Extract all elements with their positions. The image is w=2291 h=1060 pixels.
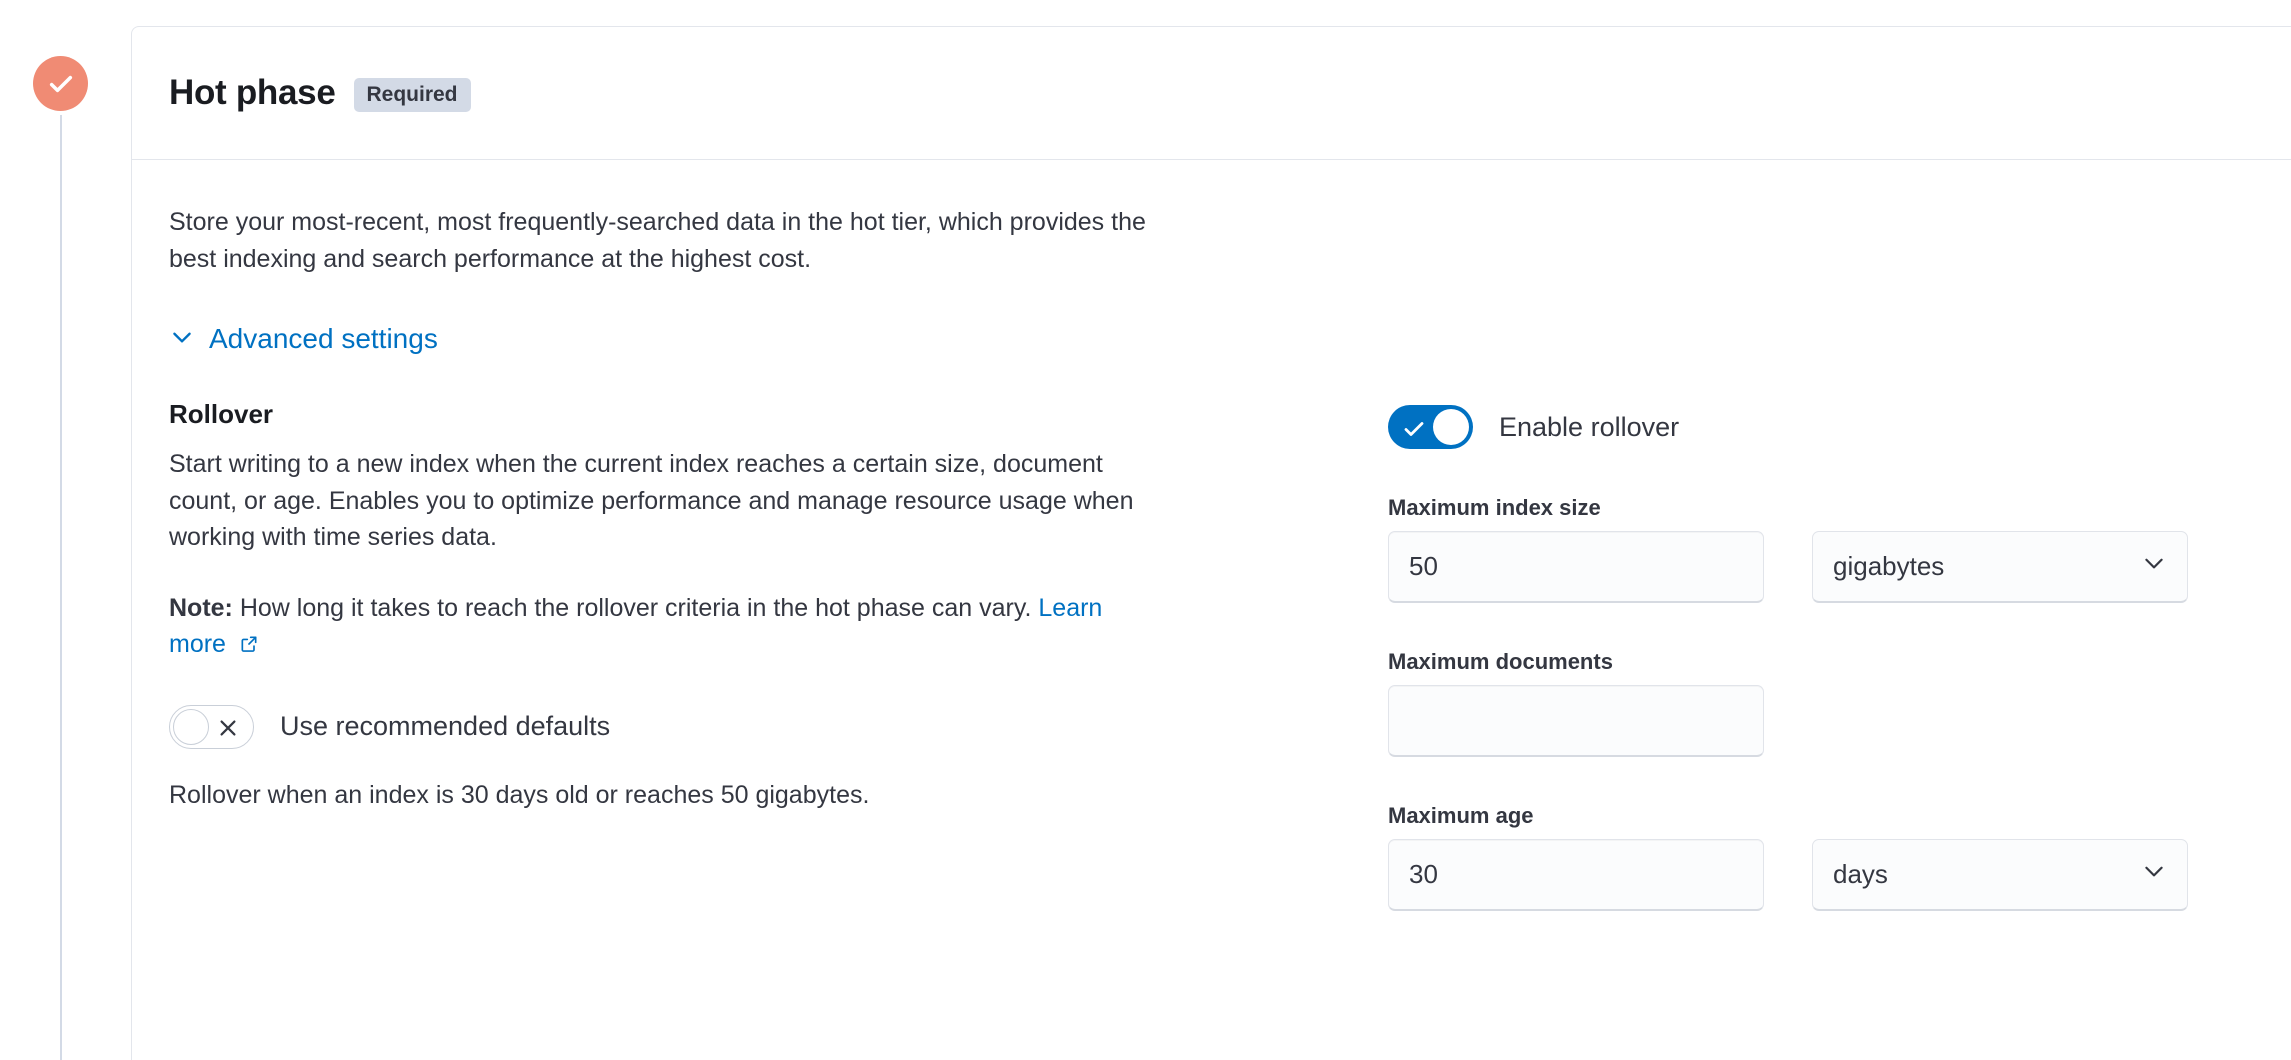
max-index-size-row: [1388, 531, 2188, 603]
use-recommended-defaults-toggle[interactable]: [169, 705, 254, 749]
hot-phase-body: [132, 160, 2291, 911]
enable-rollover-toggle[interactable]: [1388, 405, 1473, 449]
enable-rollover-label: Enable rollover: [1499, 411, 1680, 442]
hot-phase-header: [132, 27, 2291, 160]
advanced-settings-toggle[interactable]: [169, 323, 438, 355]
note-text: How long it takes to reach the rollover criteria in the hot phase can vary.: [232, 593, 1039, 622]
chevron-down-icon: [169, 324, 195, 355]
required-badge: Required: [354, 78, 471, 112]
external-link-icon: [232, 630, 259, 658]
rollover-description: Start writing to a new index when the current index reaches a certain size, document count, or age. Enables you to optimize performance and manage resource usage when working with time series data.: [169, 450, 1134, 551]
chevron-down-icon: [2141, 550, 2167, 583]
phase-description: Store your most-recent, most frequently-searched data in the hot tier, which provides the best indexing and search performance at the highest cost.: [169, 208, 1146, 273]
check-circle-icon: [33, 56, 88, 111]
rollover-title: Rollover: [169, 399, 274, 429]
max-index-size-unit-value: gigabytes: [1833, 551, 1945, 581]
rollover-note: [169, 590, 1139, 663]
toggle-knob: [1433, 409, 1469, 445]
max-documents-input[interactable]: [1388, 685, 1764, 757]
defaults-description: Rollover when an index is 30 days old or reaches 50 gigabytes.: [169, 780, 870, 809]
note-prefix: Note:: [169, 593, 233, 622]
hot-phase-panel: [131, 26, 2291, 1060]
max-index-size-unit-select[interactable]: [1812, 531, 2188, 603]
use-recommended-defaults-label: Use recommended defaults: [280, 711, 611, 741]
toggle-knob: [173, 709, 209, 745]
max-documents-row: [1388, 685, 2188, 757]
chevron-down-icon: [2141, 858, 2167, 891]
use-recommended-defaults-row: [169, 705, 1179, 749]
check-icon: [1402, 417, 1426, 446]
max-documents-label: Maximum documents: [1388, 649, 1613, 674]
page-title: Hot phase: [169, 73, 336, 112]
max-age-unit-select[interactable]: [1812, 839, 2188, 911]
cross-icon: [217, 717, 239, 744]
rollover-section: [169, 399, 2254, 911]
max-index-size-input[interactable]: 50: [1388, 531, 1764, 603]
rollover-info-column: [169, 399, 1179, 911]
max-age-input[interactable]: 30: [1388, 839, 1764, 911]
max-age-unit-value: days: [1833, 859, 1888, 889]
rollover-form-column: [1388, 399, 2188, 911]
advanced-settings-label: Advanced settings: [209, 323, 438, 354]
enable-rollover-row: [1388, 405, 2188, 449]
max-age-label: Maximum age: [1388, 803, 1534, 828]
learn-more-link[interactable]: Learn more: [169, 593, 1103, 658]
max-index-size-label: Maximum index size: [1388, 495, 1601, 520]
max-age-row: [1388, 839, 2188, 911]
phase-timeline-rail: [60, 80, 62, 1060]
